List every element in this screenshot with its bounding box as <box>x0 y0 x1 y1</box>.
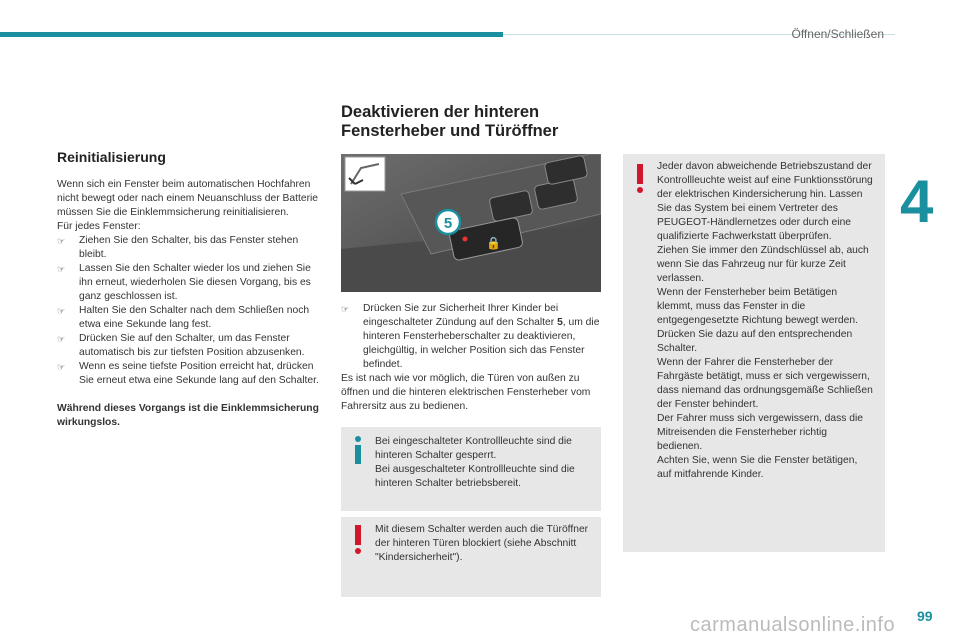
reinit-section <box>57 150 322 430</box>
warning-icon <box>352 525 364 555</box>
reinit-intro: Wenn sich ein Fenster beim automatischen Hochfahren nicht bewegt oder nach einem Neuanschluss der Batterie müssen Sie die Einklemmsicherung reinitialisieren. <box>57 179 319 218</box>
reinit-note: Während dieses Vorgangs ist die Einklemmsicherung wirkungslos. <box>57 403 319 428</box>
reinit-bullet-list <box>57 234 322 388</box>
warning-box-safety: Jeder davon abweichende Betriebszustand der Kontrollleuchte weist auf eine Funktionsstörung der elektrischen Kindersicherung hin. Lassen Sie das System bei einem Vertreter des PEUGEOT-Händlernetzes oder durch eine qualifizierte Fachwerkstatt überprüfen. Ziehen Sie immer den Zündschlüssel ab, auch wenn Sie das Fahrzeug nur für kurze Zeit verlassen. Wenn der Fensterheber beim Betätigen klemmt, muss das Fenster in die entgegengesetzte Richtung bewegt werden. Drücken Sie dazu auf den entsprechenden Schalter. Wenn der Fahrer die Fensterheber der Fahrgäste betätigt, muss er sich vergewissern, dass niemand das ordnungsgemäße Schließen der Fenster behindert. Der Fahrer muss sich vergewissern, dass die Mitreisenden die Fensterheber richtig bedienen. Achten Sie, wenn Sie die Fenster betätigen, auf mitfahrende Kinder. <box>623 154 885 552</box>
info-box: Bei eingeschalteter Kontrollleuchte sind die hinteren Schalter gesperrt. Bei ausgeschalteter Kontrollleuchte sind die hinteren Schalter betriebsbereit. <box>341 427 601 511</box>
arrow-bullet-icon: ☞ <box>57 334 66 344</box>
arrow-bullet-icon: ☞ <box>341 304 350 314</box>
list-item: ☞ Halten Sie den Schalter nach dem Schließen noch etwa eine Sekunde lang fest. <box>57 305 310 330</box>
list-item: ☞ Ziehen Sie den Schalter, bis das Fenster stehen bleibt. <box>57 235 299 260</box>
watermark: carmanualsonline.info <box>690 614 896 636</box>
page-title: Deaktivieren der hinteren Fensterheber und Türöffner <box>341 103 559 140</box>
switch-photo <box>341 154 601 292</box>
warning-box-child-lock: Mit diesem Schalter werden auch die Türöffner der hinteren Türen blockiert (siehe Abschnitt "Kindersicherheit"). <box>341 517 601 597</box>
list-item: ☞ Wenn es seine tiefste Position erreicht hat, drücken Sie erneut etwa eine Sekunde lang auf den Schalter. <box>57 361 319 386</box>
reinit-for-each: Für jedes Fenster: <box>57 221 141 232</box>
list-item: ☞ Drücken Sie auf den Schalter, um das Fenster automatisch bis zur tiefsten Position abzusenken. <box>57 333 305 358</box>
warning-icon <box>634 164 646 194</box>
info-icon <box>352 435 364 465</box>
reinit-title: Reinitialisierung <box>57 149 166 165</box>
deactivate-bullet-list <box>341 302 603 372</box>
page-number: 99 <box>917 608 933 624</box>
callout-5-label: 5 <box>443 215 453 232</box>
arrow-bullet-icon: ☞ <box>57 264 66 274</box>
deactivate-text <box>341 302 603 414</box>
arrow-bullet-icon: ☞ <box>57 236 66 246</box>
list-item: ☞ Lassen Sie den Schalter wieder los und ziehen Sie ihn erneut, wiederholen Sie diesen Vorgang, bis es ganz geschlossen ist. <box>57 263 311 302</box>
list-item: ☞ Drücken Sie zur Sicherheit Ihrer Kinder bei eingeschalteter Zündung auf den Schalter 5, um die hinteren Fensterheberschalter zu deaktivieren, gleichgültig, in welcher Position sich das Fenster befindet. <box>341 303 600 370</box>
header-accent-bar <box>0 32 503 37</box>
section-title: Öffnen/Schließen <box>791 27 884 41</box>
lock-icon: 🔒 <box>486 236 501 250</box>
door-panel-illustration <box>341 154 601 292</box>
arrow-bullet-icon: ☞ <box>57 362 66 372</box>
deactivate-paragraph: Es ist nach wie vor möglich, die Türen von außen zu öffnen und die hinteren elektrischen Fensterheber vom Fahrersitz aus zu bedienen. <box>341 373 591 412</box>
indicator-led-icon <box>463 237 468 242</box>
arrow-bullet-icon: ☞ <box>57 306 66 316</box>
chapter-number: 4 <box>900 168 934 235</box>
